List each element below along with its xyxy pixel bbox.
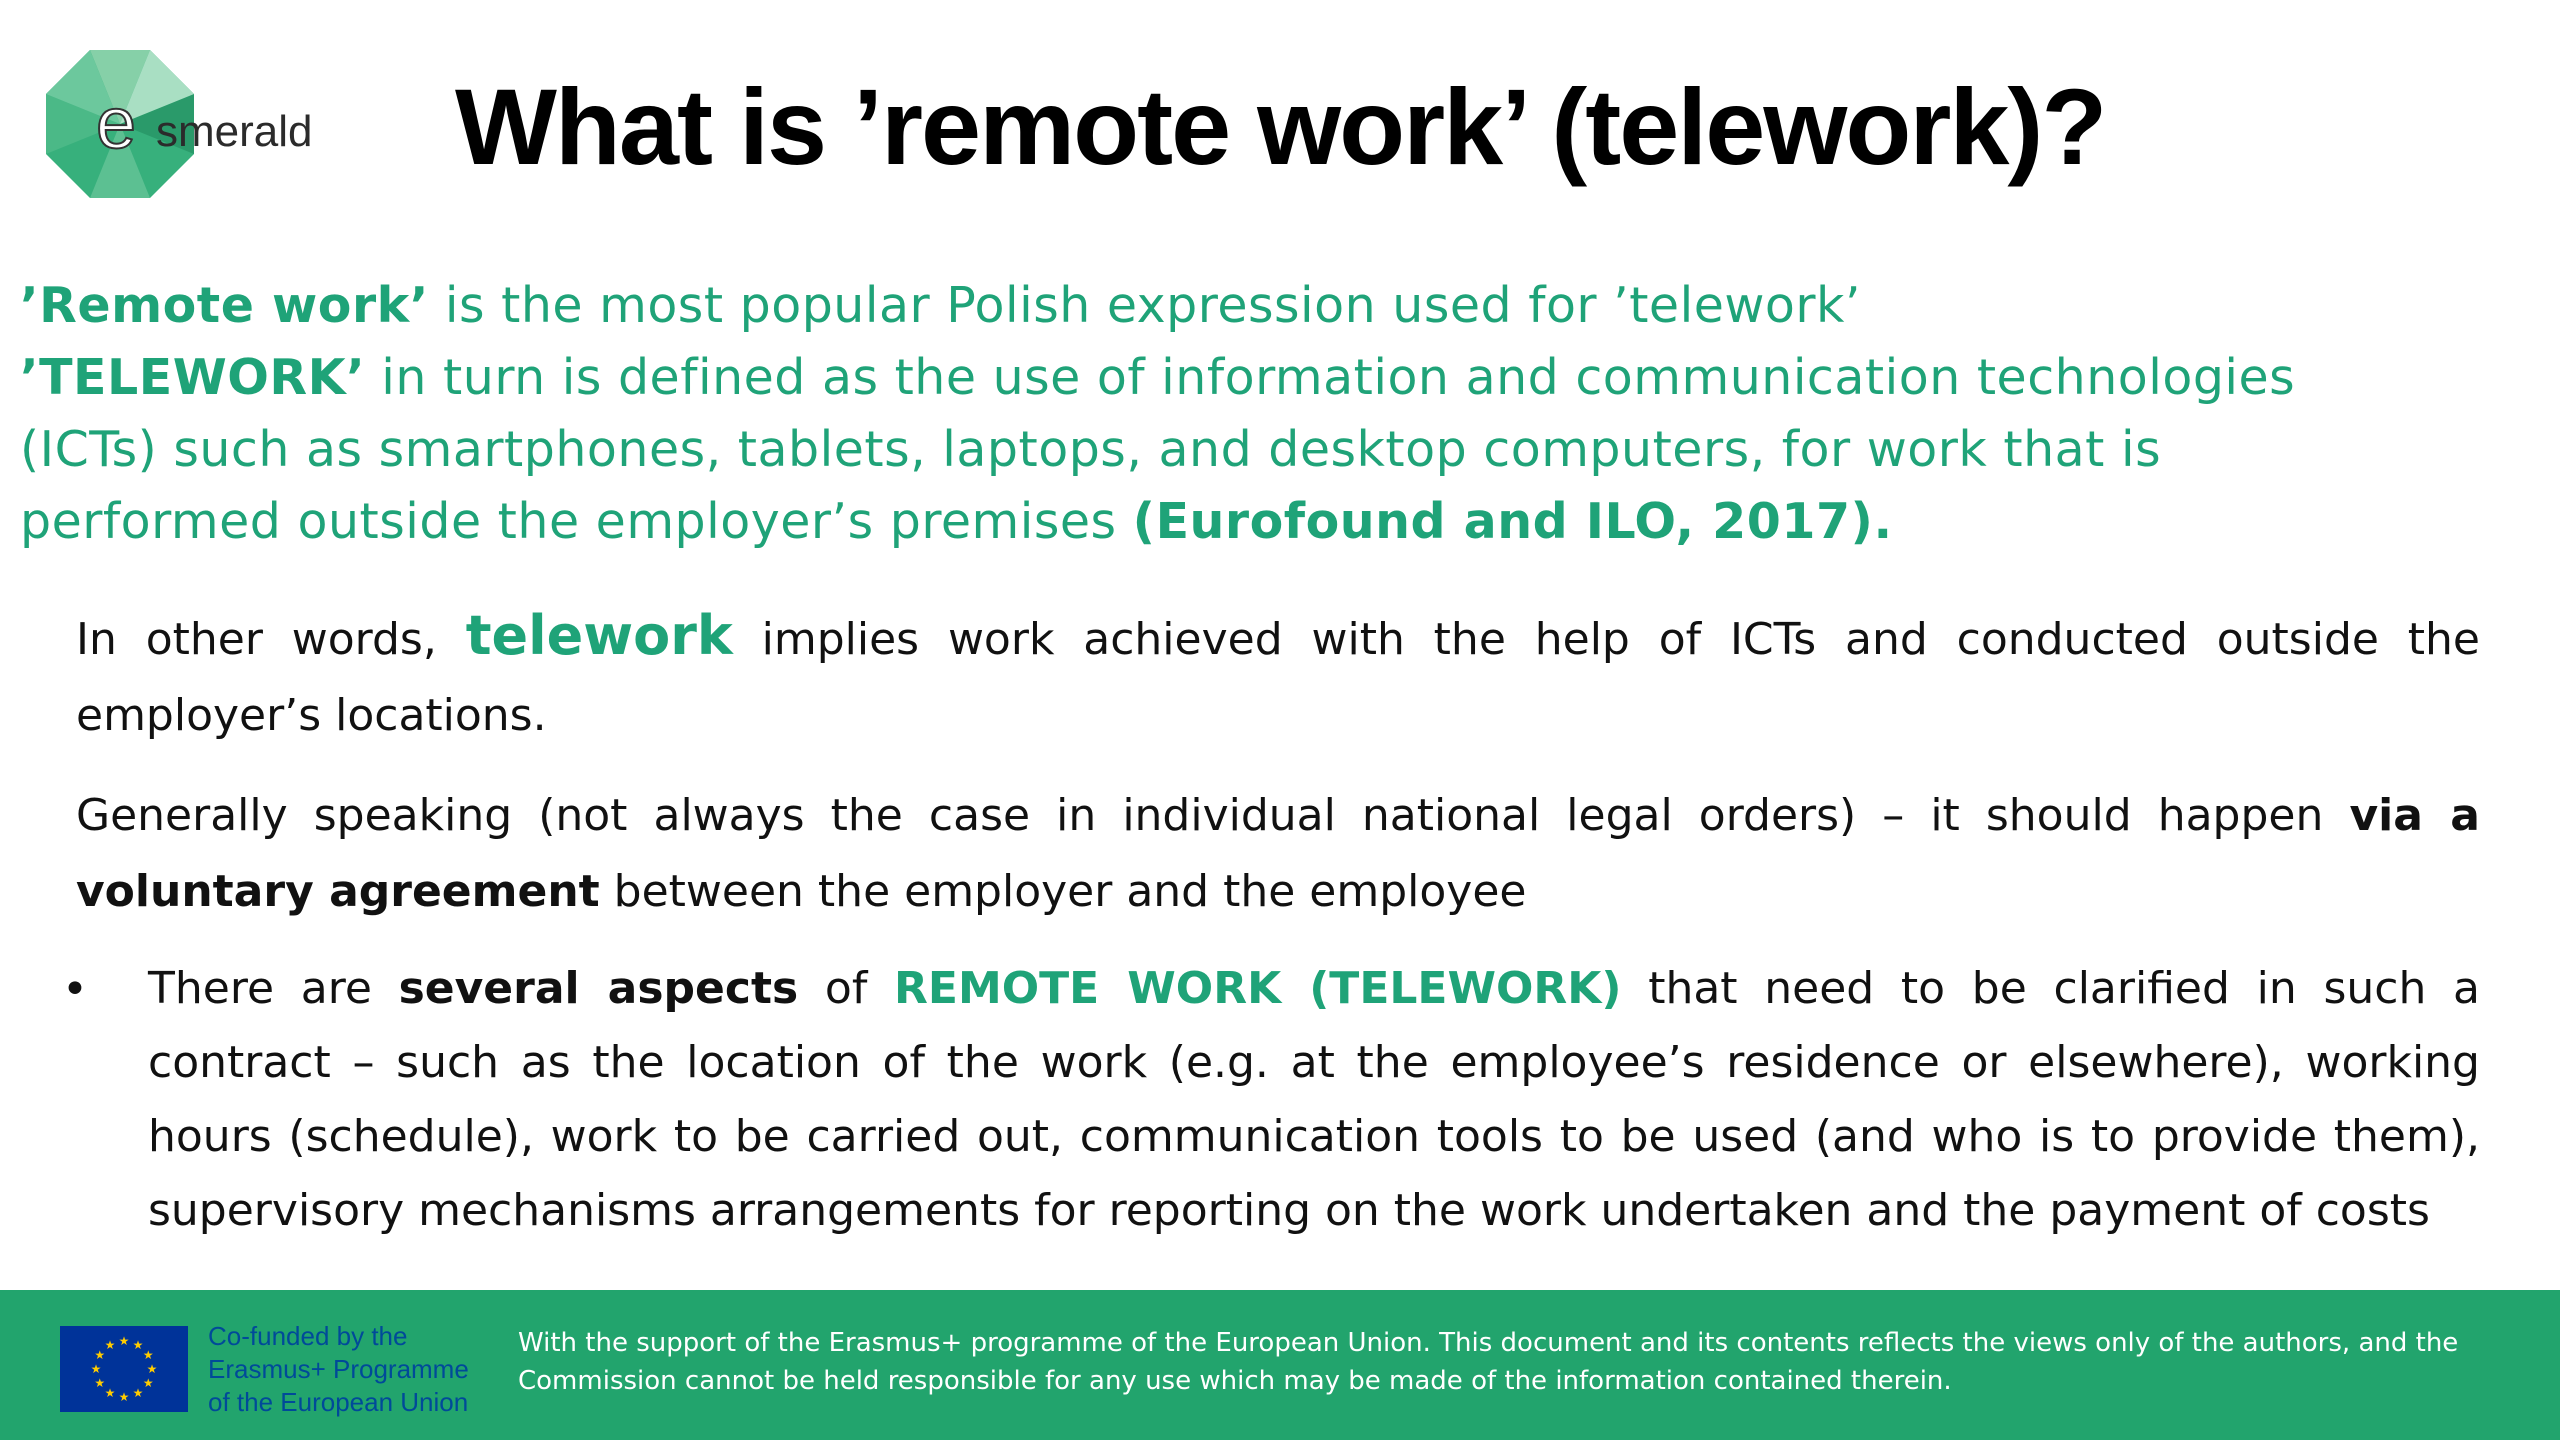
eu-stars-icon (60, 1326, 188, 1412)
esmerald-logo-mark (46, 50, 376, 200)
logo-wordmark: smerald (156, 107, 313, 156)
bold-voluntary-agreement: via a voluntary agreement (76, 790, 2480, 917)
page-title: What is ’remote work’ (telework)? (455, 66, 2106, 187)
term-remote-work: ’Remote work’ (20, 277, 429, 334)
eu-star: ★ (142, 1376, 154, 1390)
paragraph-generally-speaking: Generally speaking (not always the case in individual national legal orders) – it should happen via a voluntary agreement between the employer and the employee (76, 790, 2480, 917)
eu-star: ★ (94, 1376, 106, 1390)
cofunded-label: Co-funded by the Erasmus+ Programme of the European Union (208, 1321, 469, 1417)
disclaimer-text: With the support of the Erasmus+ programme of the European Union. This document and its contents reflects the views only of the authors, and the Commission cannot be held responsible for any use which may be made of the information contained therein. (518, 1328, 2459, 1396)
footer-bar (0, 1290, 2560, 1440)
eu-star: ★ (104, 1337, 116, 1352)
eu-star: ★ (142, 1348, 154, 1362)
eu-flag-icon (60, 1326, 188, 1412)
bullet-text: There are several aspects of REMOTE WORK (TELEWORK) that need to be clarified in such a contract – such as the location of the work (e.g. at the employee’s residence or elsewhere), working hours (schedule), work to be carried out, communication tools to be used (and who is to provide them), supervisory mechanisms arrangements for reporting on the work undertaken and the payment of costs (148, 963, 2480, 1236)
logo-letter: e (96, 84, 137, 164)
eu-star: ★ (94, 1348, 106, 1362)
eu-star: ★ (118, 1334, 130, 1348)
intro-line-remote-work: ’Remote work’ is the most popular Polish expression used for ’telework’ (20, 277, 1861, 334)
eu-star: ★ (104, 1386, 116, 1401)
eu-star: ★ (90, 1362, 102, 1376)
highlight-telework: telework (465, 604, 733, 667)
intro-line-telework-definition: ’TELEWORK’ in turn is defined as the use of information and communication technologies (ICTs) such as smartphones, tablets, laptops, and desktop computers, for work that is performed outside the employer’s premises (Eurofound and ILO, 2017). (20, 349, 2296, 550)
eu-star: ★ (118, 1390, 130, 1404)
highlight-remote-work-telework: REMOTE WORK (TELEWORK) (894, 963, 1622, 1014)
bold-several-aspects: several aspects (398, 963, 799, 1014)
paragraph-in-other-words: In other words, telework implies work achieved with the help of ICTs and conducted outside the employer’s locations. (76, 604, 2480, 741)
intro-block (20, 270, 2350, 558)
eu-star: ★ (132, 1386, 144, 1401)
eu-star: ★ (132, 1337, 144, 1352)
esmerald-logo (46, 50, 376, 200)
eu-star: ★ (146, 1362, 158, 1376)
term-telework: ’TELEWORK’ (20, 349, 366, 406)
bullet-marker: • (62, 964, 88, 1015)
citation: (Eurofound and ILO, 2017). (1132, 493, 1893, 550)
